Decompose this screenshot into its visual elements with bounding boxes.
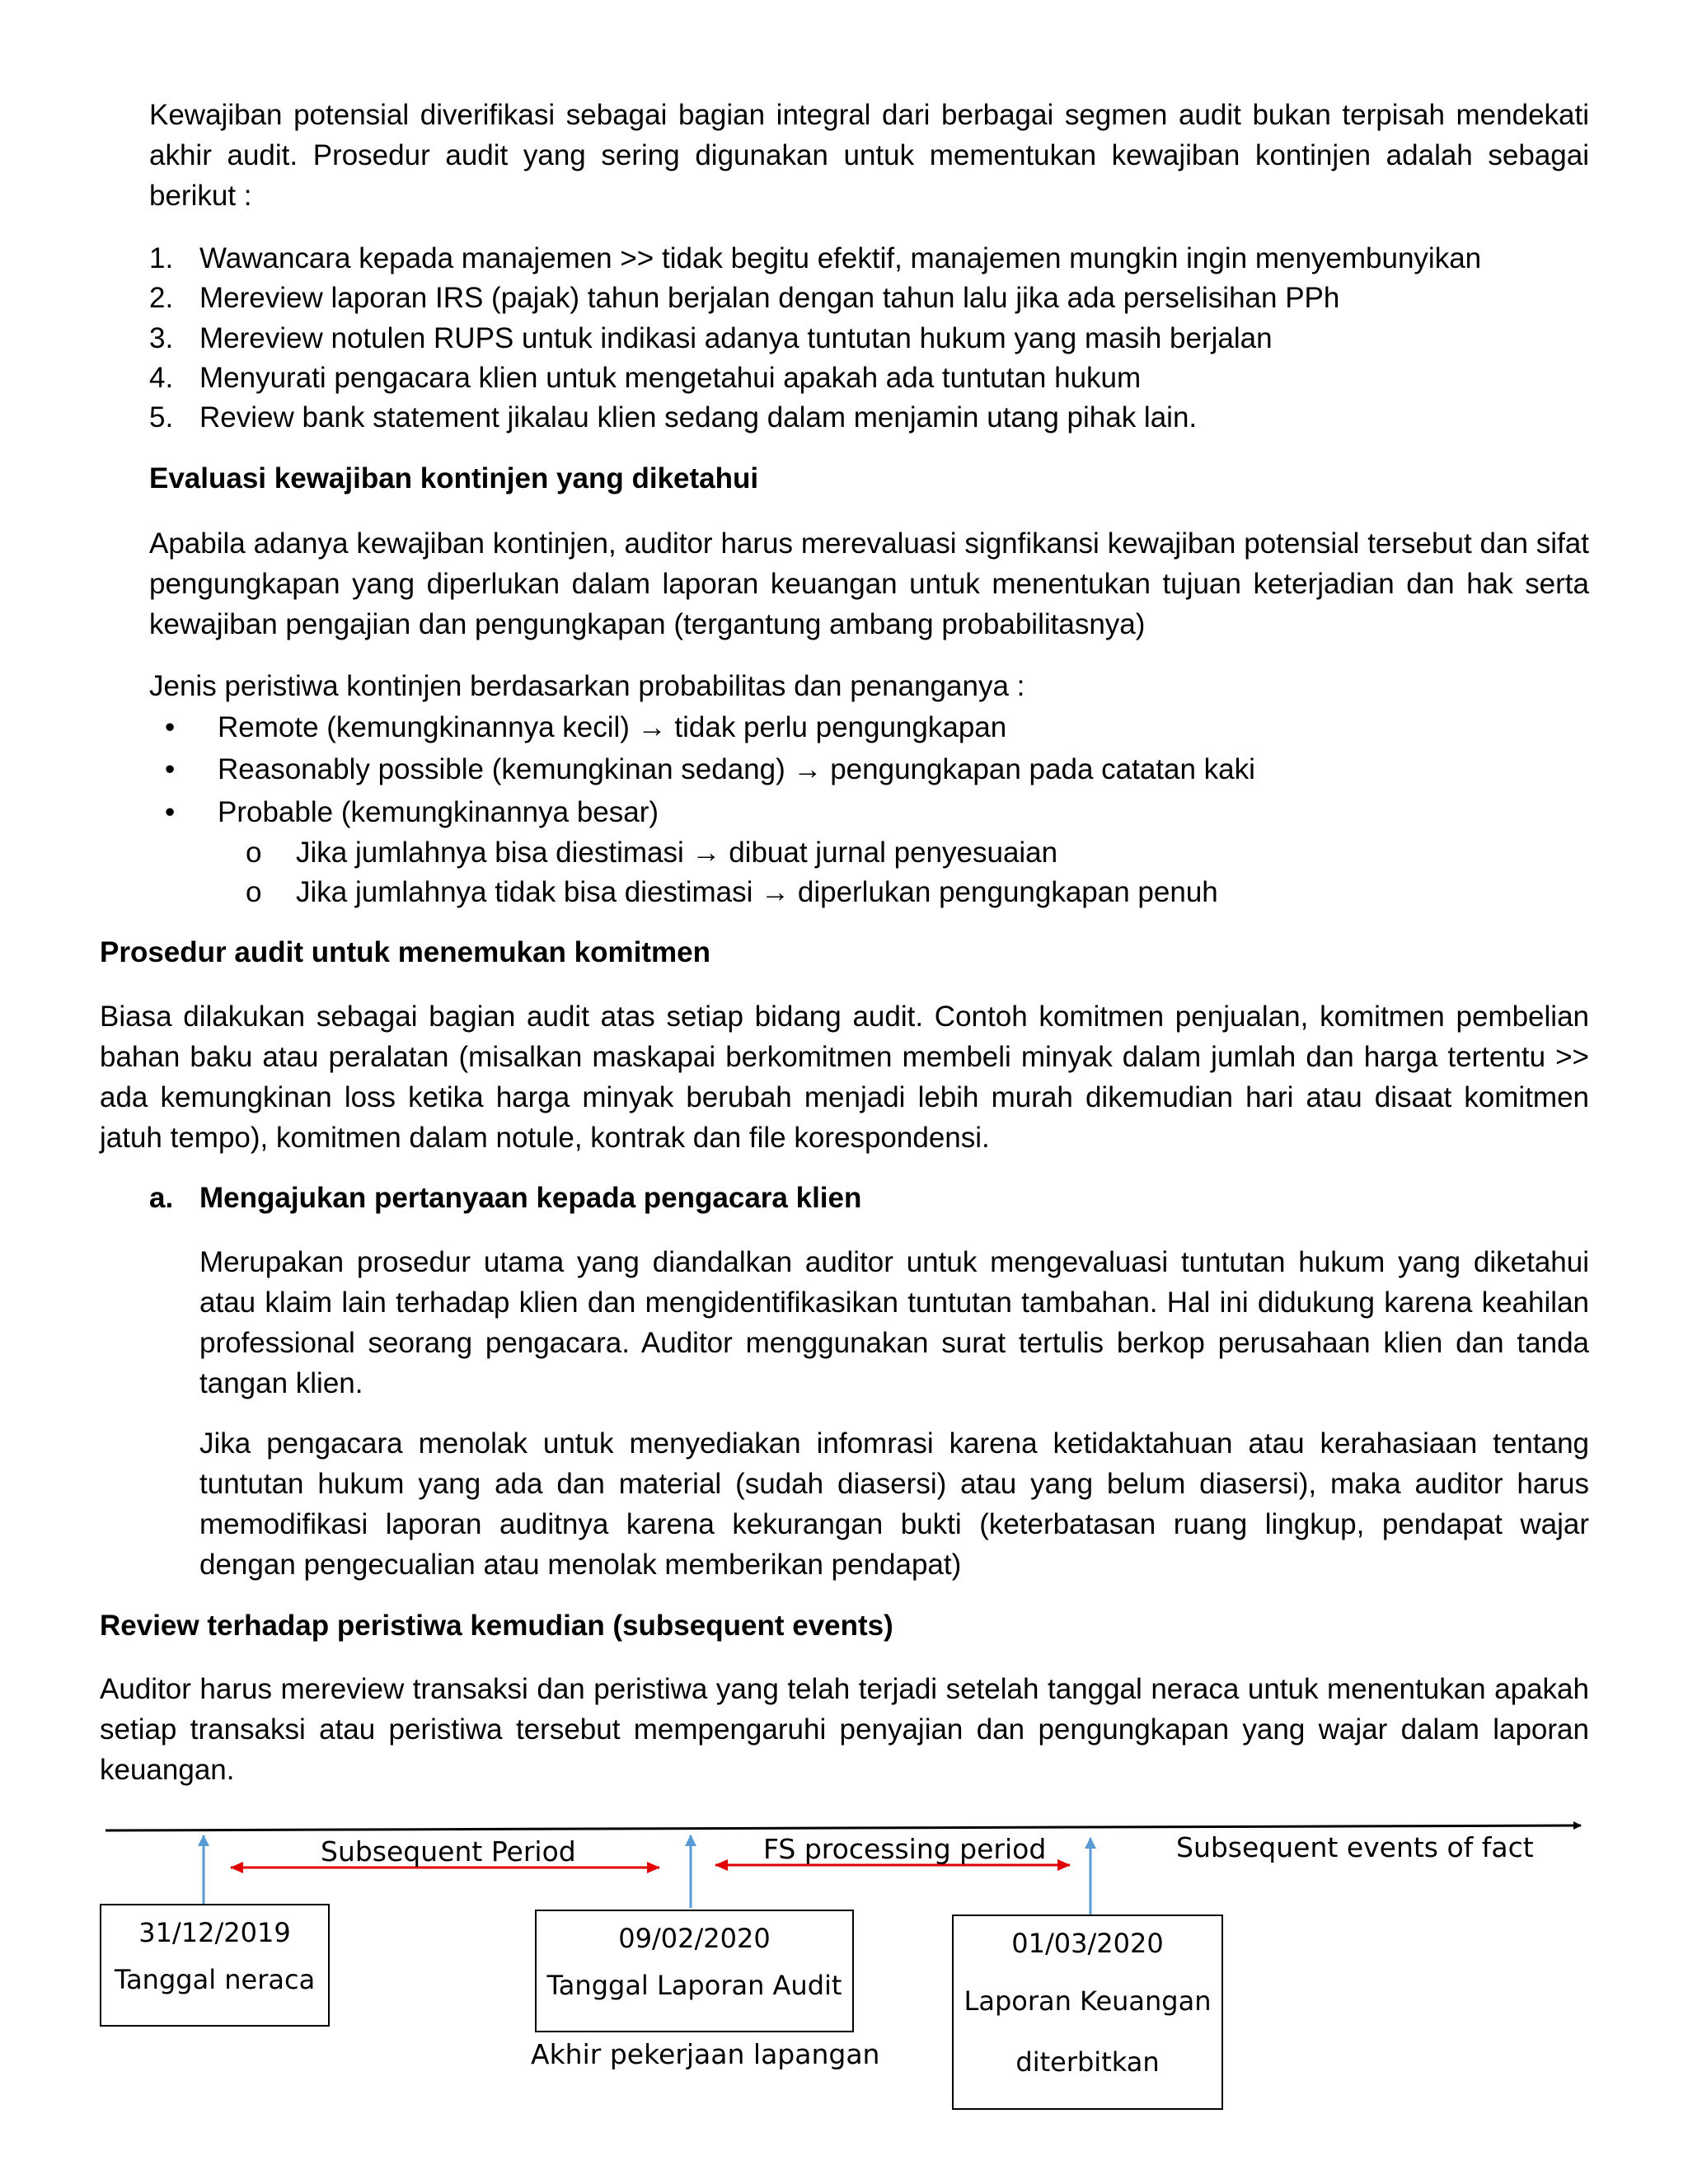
sub-heading-label: a.: [149, 1182, 174, 1214]
balance-sheet-date: 31/12/2019: [138, 1917, 291, 1948]
procedure-text: Wawancara kepada manajemen >> tidak begitu efektif, manajemen mungkin ingin menyembunyikan: [199, 242, 1482, 274]
fs-issued-label-line1: Laporan Keuangan: [964, 1985, 1212, 2017]
sub-heading-pengacara: Mengajukan pertanyaan kepada pengacara klien: [199, 1182, 862, 1214]
pengacara-paragraph-1: Merupakan prosedur utama yang diandalkan auditor untuk mengevaluasi tuntutan hukum yang diketahui atau klaim lain terhadap klien dan mengidentifikasikan tuntutan tambahan. Hal ini didukung karena keahilan professional seorang pengacara. Auditor menggunakan surat tertulis berkop perusahaan klien dan tanda tangan klien.: [199, 1246, 1589, 1399]
audit-report-label: Tanggal Laporan Audit: [546, 1970, 842, 2001]
komitmen-paragraph: Biasa dilakukan sebagai bagian audit atas setiap bidang audit. Contoh komitmen penjualan, komitmen pembelian bahan baku atau peralatan (misalkan maskapai berkomitmen membeli minyak dalam jumlah dan harga tertentu >> ada kemungkinan loss ketika harga minyak berubah menjadi lebih murah dikemudian hari atau disaat komitmen jatuh tempo), komitmen dalam notule, kontrak dan file korespondensi.: [100, 1001, 1589, 1154]
bullet-dot-icon: •: [165, 796, 176, 828]
fieldwork-end-caption: Akhir pekerjaan lapangan: [531, 2038, 880, 2070]
list-number: 3.: [149, 322, 174, 354]
circle-bullet-icon: o: [246, 876, 262, 908]
audit-report-date-box: [535, 1910, 854, 2032]
procedure-text: Review bank statement jikalau klien sedang dalam menjamin utang pihak lain.: [199, 401, 1198, 434]
list-number: 2.: [149, 282, 174, 314]
subsequent-events-label: Subsequent events of fact: [1176, 1831, 1534, 1863]
subsequent-period-label: Subsequent Period: [321, 1835, 576, 1868]
balance-sheet-date-box: [100, 1904, 330, 2027]
balance-sheet-label: Tanggal neraca: [114, 1964, 316, 1995]
circle-bullet-icon: o: [246, 837, 262, 869]
section-heading-evaluasi: Evaluasi kewajiban kontinjen yang diketahui: [149, 462, 759, 494]
procedure-text: Menyurati pengacara klien untuk mengetahui apakah ada tuntutan hukum: [199, 362, 1142, 394]
fs-issued-box: [952, 1915, 1223, 2110]
timeline-diagram: [0, 1797, 1688, 2184]
procedure-text: Mereview notulen RUPS untuk indikasi adanya tuntutan hukum yang masih berjalan: [199, 322, 1273, 354]
section-heading-subsequent: Review terhadap peristiwa kemudian (subsequent events): [100, 1610, 893, 1642]
timeline-axis: [106, 1825, 1581, 1830]
evaluasi-paragraph: Apabila adanya kewajiban kontinjen, auditor harus merevaluasi signfikansi kewajiban potensial tersebut dan sifat pengungkapan yang diperlukan dalam laporan keuangan untuk menentukan tujuan keterjadian dan hak serta kewajiban pengajian dan pengungkapan (tergantung ambang probabilitasnya): [149, 527, 1589, 640]
procedure-text: Mereview laporan IRS (pajak) tahun berjalan dengan tahun lalu jika ada perselisihan PPh: [199, 282, 1340, 314]
bullet-text: Probable (kemungkinannya besar): [218, 796, 659, 828]
sub-bullet-text: Jika jumlahnya tidak bisa diestimasi → diperlukan pengungkapan penuh: [296, 876, 1218, 908]
intro-paragraph: Kewajiban potensial diverifikasi sebagai bagian integral dari berbagai segmen audit bukan terpisah mendekati akhir audit. Prosedur audit yang sering digunakan untuk mementukan kewajiban kontinjen adalah sebagai berikut :: [149, 99, 1589, 212]
bullet-text: Remote (kemungkinannya kecil) → tidak perlu pengungkapan: [218, 711, 1007, 743]
types-intro: Jenis peristiwa kontinjen berdasarkan probabilitas dan penanganya :: [149, 670, 1025, 702]
subsequent-paragraph: Auditor harus mereview transaksi dan peristiwa yang telah terjadi setelah tanggal neraca untuk menentukan apakah setiap transaksi atau peristiwa tersebut mempengaruhi penyajian dan pengungkapan yang wajar dalam laporan keuangan.: [100, 1673, 1589, 1786]
section-heading-komitmen: Prosedur audit untuk menemukan komitmen: [100, 936, 710, 968]
audit-report-date: 09/02/2020: [618, 1923, 771, 1954]
bullet-dot-icon: •: [165, 753, 176, 785]
pengacara-paragraph-2: Jika pengacara menolak untuk menyediakan infomrasi karena ketidaktahuan atau kerahasiaan tentang tuntutan hukum yang ada dan material (sudah diasersi) atau yang belum diasersi), maka auditor harus memodifikasi laporan auditnya karena kekurangan bukti (keterbatasan ruang lingkup, pendapat wajar dengan pengecualian atau menolak memberikan pendapat): [199, 1427, 1589, 1581]
list-number: 4.: [149, 362, 174, 394]
bullet-dot-icon: •: [165, 711, 176, 743]
fs-issued-label-line2: diterbitkan: [1015, 2046, 1160, 2078]
bullet-text: Reasonably possible (kemungkinan sedang) → pengungkapan pada catatan kaki: [218, 753, 1255, 785]
fs-processing-period-label: FS processing period: [763, 1833, 1047, 1865]
list-number: 5.: [149, 401, 174, 434]
list-number: 1.: [149, 242, 174, 274]
sub-bullet-text: Jika jumlahnya bisa diestimasi → dibuat jurnal penyesuaian: [296, 837, 1058, 869]
fs-issued-date: 01/03/2020: [1011, 1928, 1164, 1959]
